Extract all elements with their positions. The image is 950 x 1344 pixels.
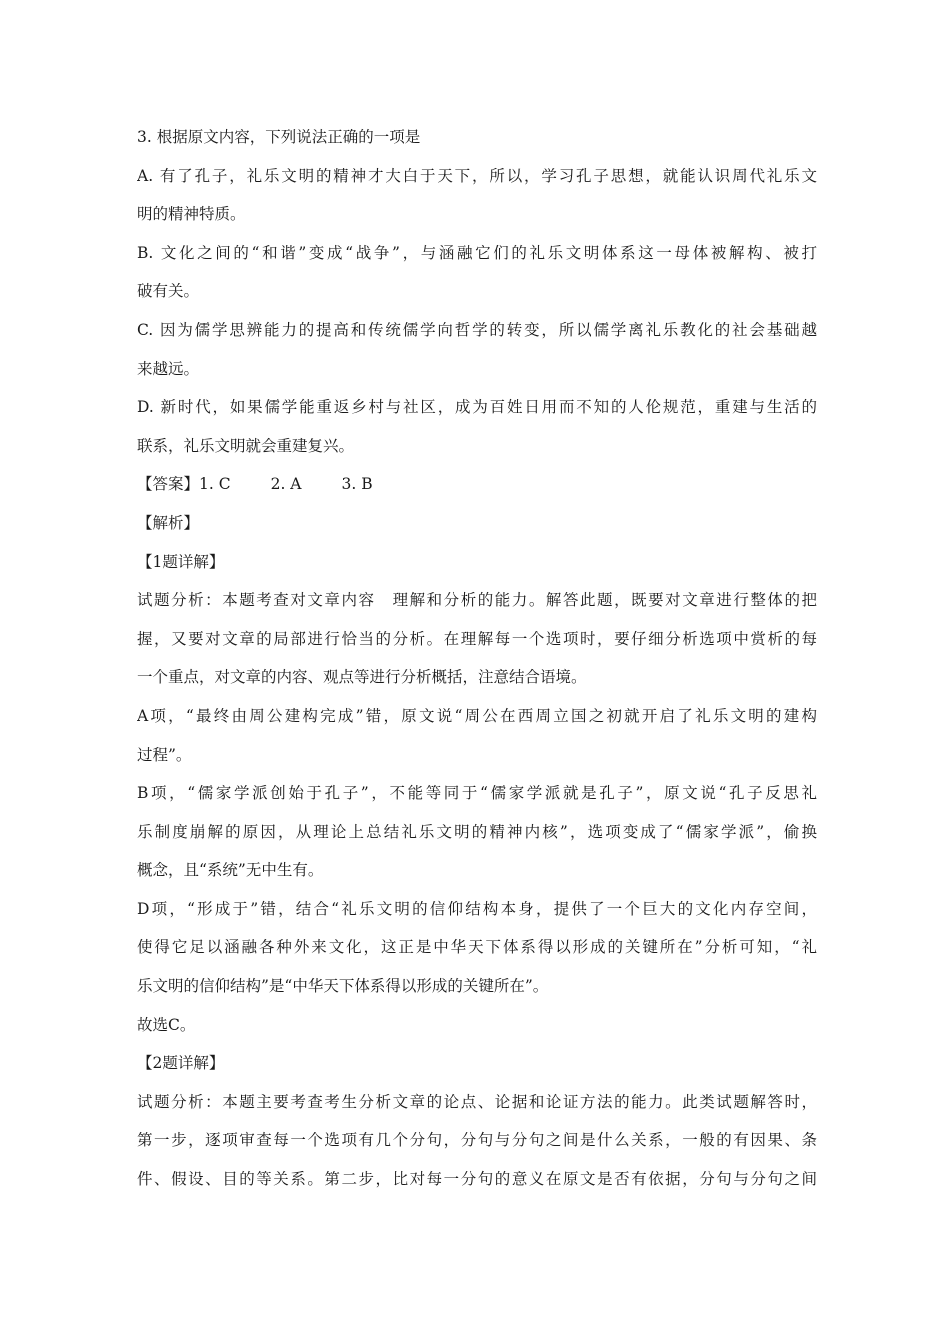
option-line: D. 新时代，如果儒学能重返乡村与社区，成为百姓日用而不知的人伦规范，重建与生活的 — [137, 398, 817, 417]
paragraph-line: 过程”。 — [137, 745, 192, 764]
option-line: 来越远。 — [137, 359, 200, 378]
paragraph-line: B项，“儒家学派创始于孔子”，不能等同于“儒家学派就是孔子”，原文说“孔子反思礼 — [137, 784, 817, 803]
option-d — [137, 388, 817, 465]
paragraph-line: A项，“最终由周公建构完成”错，原文说“周公在西周立国之初就开启了礼乐文明的建构 — [137, 706, 817, 725]
paragraph-line: 第一步，逐项审查每一个选项有几个分句，分句与分句之间是什么关系，一般的有因果、条 — [137, 1131, 817, 1150]
q1-heading: 【1题详解】 — [137, 552, 225, 571]
q1-intro — [137, 581, 817, 697]
option-line: C. 因为儒学思辨能力的提高和传统儒学向哲学的转变，所以儒学离礼乐教化的社会基础越 — [137, 320, 817, 339]
answer-item-3: 3. B — [341, 475, 373, 494]
option-b — [137, 234, 817, 311]
option-a — [137, 157, 817, 234]
q1-item-b — [137, 774, 817, 890]
q1-conclusion: 故选C。 — [137, 1015, 196, 1034]
q1-item-a — [137, 697, 817, 774]
option-line: B. 文化之间的“和谐”变成“战争”，与涵融它们的礼乐文明体系这一母体被解构、被打 — [137, 243, 817, 262]
analysis-label: 【解析】 — [137, 513, 200, 532]
paragraph-line: 件、假设、目的等关系。第二步，比对每一分句的意义在原文是否有依据，分句与分句之间 — [137, 1170, 817, 1189]
answer-label: 【答案】 — [137, 475, 200, 494]
option-line: 破有关。 — [137, 282, 200, 301]
answer-item-2: 2. A — [270, 475, 302, 494]
option-line: 明的精神特质。 — [137, 205, 246, 224]
q1-item-d — [137, 890, 817, 1006]
paragraph-line: 乐制度崩解的原因，从理论上总结礼乐文明的精神内核”，选项变成了“儒家学派”，偷换 — [137, 822, 817, 841]
paragraph-line: 使得它足以涵融各种外来文化，这正是中华天下体系得以形成的关键所在”分析可知，“礼 — [137, 938, 817, 957]
option-c — [137, 311, 817, 388]
paragraph-line: 握，又要对文章的局部进行恰当的分析。在理解每一个选项时，要仔细分析选项中赏析的每 — [137, 629, 817, 648]
document-page — [137, 118, 817, 1199]
paragraph-line: 试题分析：本题主要考查考生分析文章的论点、论据和论证方法的能力。此类试题解答时， — [137, 1092, 817, 1111]
option-line: A. 有了孔子，礼乐文明的精神才大白于天下，所以，学习孔子思想，就能认识周代礼乐文 — [137, 166, 817, 185]
paragraph-line: 概念，且“系统”无中生有。 — [137, 861, 324, 880]
paragraph-line: 一个重点，对文章的内容、观点等进行分析概括，注意结合语境。 — [137, 668, 587, 687]
option-line: 联系，礼乐文明就会重建复兴。 — [137, 436, 355, 455]
q2-intro — [137, 1083, 817, 1199]
paragraph-line: D项，“形成于”错，结合“礼乐文明的信仰结构本身，提供了一个巨大的文化内存空间， — [137, 899, 817, 918]
answer-item-1: 1. C — [199, 475, 231, 494]
answer-line — [137, 465, 817, 504]
paragraph-line: 乐文明的信仰结构”是“中华天下体系得以形成的关键所在”。 — [137, 977, 549, 996]
q2-heading: 【2题详解】 — [137, 1054, 225, 1073]
paragraph-line: 试题分析：本题考查对文章内容 理解和分析的能力。解答此题，既要对文章进行整体的把 — [137, 591, 817, 610]
question-stem: 3. 根据原文内容，下列说法正确的一项是 — [137, 128, 421, 146]
